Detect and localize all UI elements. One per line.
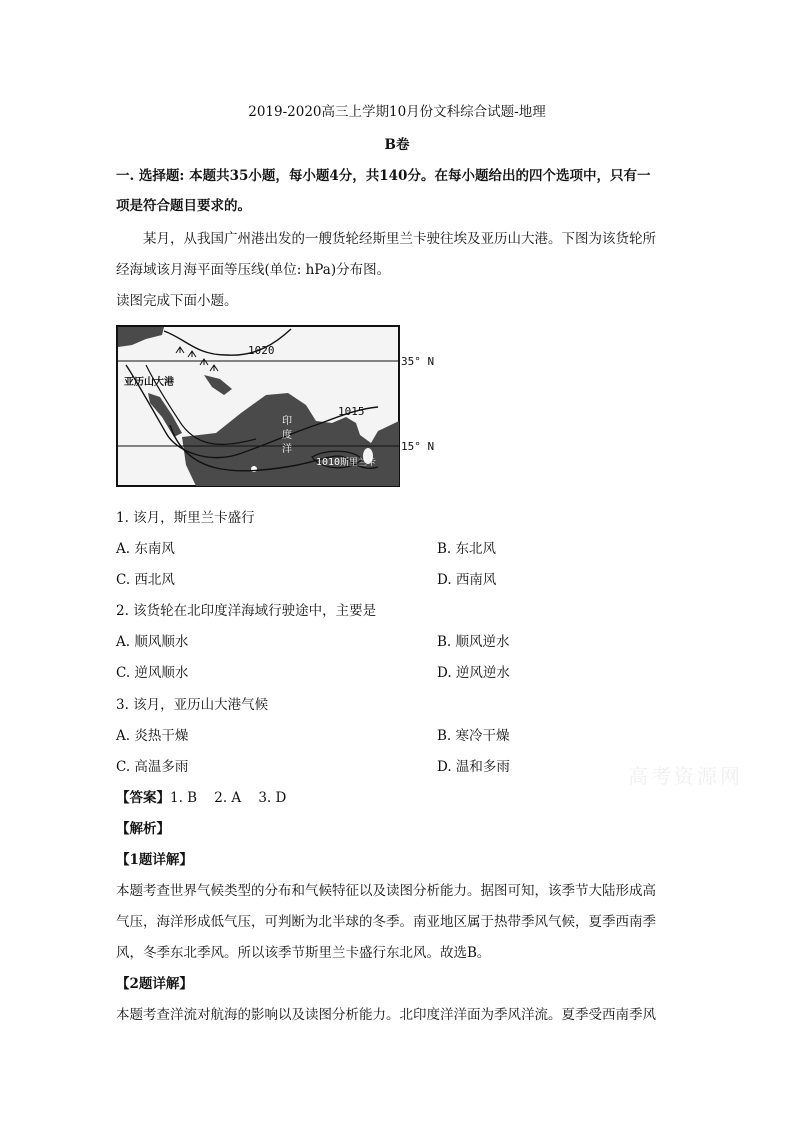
answer-label: 【答案】 (116, 790, 170, 806)
ocean-label-3: 洋 (282, 444, 292, 455)
q1-analysis-line-1: 本题考查世界气候类型的分布和气候特征以及读图分析能力。据图可知，该季节大陆形成高 (116, 883, 656, 899)
question-1-option-c[interactable]: C. 西北风 (116, 572, 175, 588)
watermark: 高考资源网 (628, 764, 743, 788)
sri-lanka-label: 斯里兰卡 (340, 458, 377, 468)
question-1-option-b[interactable]: B. 东北风 (437, 541, 497, 557)
isobar-1015-label: 1015 (338, 405, 365, 418)
ocean-label-1: 印 (282, 416, 292, 427)
section-heading-line-2: 项是符合题目要求的。 (116, 198, 251, 214)
isobar-map-svg (116, 325, 446, 490)
question-1-option-a[interactable]: A. 东南风 (116, 541, 175, 557)
answer-line (116, 788, 286, 808)
question-2-stem: 2. 该货轮在北印度洋海域行驶途中，主要是 (116, 603, 377, 619)
q2-analysis-heading: 【2题详解】 (116, 976, 193, 992)
question-2-option-b[interactable]: B. 顺风逆水 (437, 634, 510, 650)
q2-analysis-line-1: 本题考查洋流对航海的影响以及读图分析能力。北印度洋洋面为季风洋流。夏季受西南季风 (116, 1007, 656, 1023)
ocean-label-2: 度 (282, 430, 292, 441)
question-3-stem: 3. 该月，亚历山大港气候 (116, 697, 269, 713)
question-2-option-d[interactable]: D. 逆风逆水 (437, 665, 510, 681)
isobar-1010-label: 1010 (316, 457, 341, 468)
question-3-option-a[interactable]: A. 炎热干燥 (116, 728, 189, 744)
question-3-option-c[interactable]: C. 高温多雨 (116, 759, 189, 775)
question-2-option-c[interactable]: C. 逆风顺水 (116, 665, 189, 681)
section-heading-line-1: 一. 选择题: 本题共35小题，每小题4分，共140分。在每小题给出的四个选项中，只有一 (116, 168, 651, 184)
page-title: 2019-2020高三上学期10月份文科综合试题-地理 (248, 104, 546, 120)
q1-analysis-heading: 【1题详解】 (116, 852, 193, 868)
question-2-option-a[interactable]: A. 顺风顺水 (116, 634, 189, 650)
question-3-option-b[interactable]: B. 寒冷干燥 (437, 728, 510, 744)
answer-text: 1. B 2. A 3. D (170, 790, 287, 806)
latitude-15-label: 15° N (401, 440, 435, 453)
page-subtitle: B卷 (384, 137, 410, 153)
analysis-label: 【解析】 (116, 821, 170, 837)
isobar-1020-label: 1020 (248, 344, 275, 357)
isobar-map (116, 325, 446, 490)
intro-line-1: 某月，从我国广州港出发的一艘货轮经斯里兰卡驶往埃及亚历山大港。下图为该货轮所 (143, 231, 656, 247)
latitude-35-label: 35° N (401, 355, 435, 368)
question-1-stem: 1. 该月，斯里兰卡盛行 (116, 510, 255, 526)
question-1-option-d[interactable]: D. 西南风 (437, 572, 497, 588)
intro-line-2: 经海域该月海平面等压线(单位: hPa)分布图。 (116, 262, 391, 278)
alexandria-label: 亚历山大港 (124, 377, 174, 388)
q1-analysis-line-3: 风，冬季东北季风。所以该季节斯里兰卡盛行东北风。故选B。 (116, 945, 491, 961)
question-3-option-d[interactable]: D. 温和多雨 (437, 759, 510, 775)
intro-line-3: 读图完成下面小题。 (116, 293, 238, 309)
q1-analysis-line-2: 气压，海洋形成低气压，可判断为北半球的冬季。南亚地区属于热带季风气候，夏季西南季 (116, 914, 656, 930)
